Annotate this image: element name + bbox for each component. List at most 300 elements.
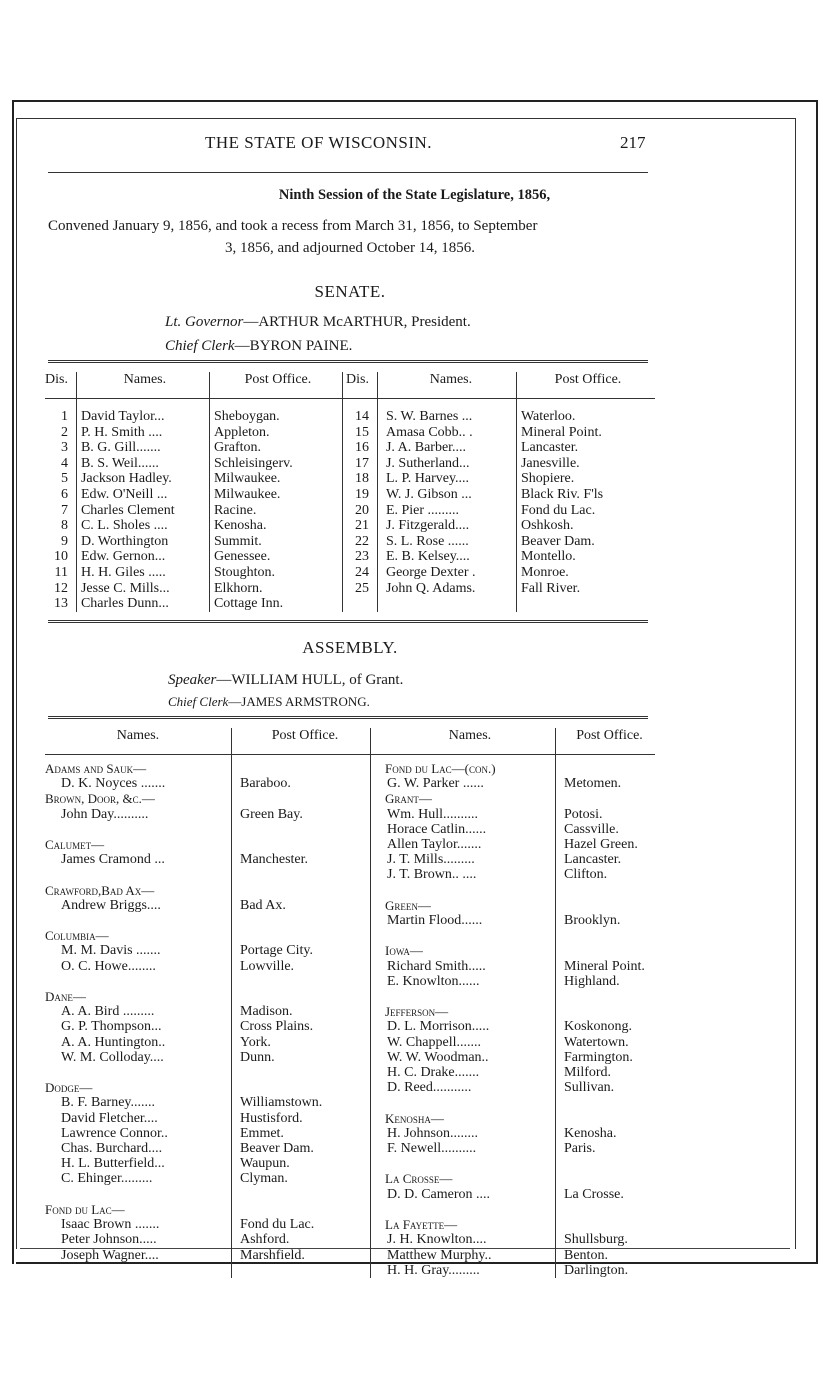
empty-cell xyxy=(232,837,371,852)
assembly-speaker-text: —WILLIAM HULL, of Grant. xyxy=(216,672,404,688)
senate-district: 8 xyxy=(45,518,76,534)
senator-post-office: Black Riv. F'ls xyxy=(516,487,655,503)
member-post-office: Potosi. xyxy=(556,807,656,822)
session-dates-line1: Convened January 9, 1856, and took a recess from March 31, 1856, to September xyxy=(48,218,538,234)
member-post-office: Mineral Point. xyxy=(556,959,656,974)
assembly-clerk-role: Chief Clerk xyxy=(168,694,229,709)
member-post-office: Baraboo. xyxy=(232,776,371,791)
member-post-office: Lowville. xyxy=(232,959,371,974)
empty-cell xyxy=(232,913,371,928)
empty-cell xyxy=(232,761,371,776)
member-post-office: Hazel Green. xyxy=(556,837,656,852)
senator-name: C. L. Sholes .... xyxy=(80,518,168,534)
senate-district: 12 xyxy=(45,581,76,597)
senate-po-header: Post Office. xyxy=(209,372,342,399)
senator-name: Amasa Cobb.. . xyxy=(377,425,516,441)
senate-district: 5 xyxy=(45,471,76,487)
table-row xyxy=(45,807,655,822)
county-name: Kenosha— xyxy=(371,1111,556,1126)
empty-cell xyxy=(232,791,371,806)
county-name: Fond du Lac— xyxy=(45,1201,125,1217)
empty-cell xyxy=(371,1095,556,1110)
member-post-office: Benton. xyxy=(556,1248,656,1263)
assembly-heading: ASSEMBLY. xyxy=(302,638,398,657)
county-name: Dodge— xyxy=(45,1080,93,1096)
senate-district: 21 xyxy=(342,518,377,534)
table-row xyxy=(45,1019,655,1034)
senate-president-role: Lt. Governor xyxy=(165,314,244,330)
table-row xyxy=(45,1080,655,1095)
empty-cell xyxy=(371,989,556,1004)
assembly-clerk xyxy=(168,694,370,710)
empty-cell xyxy=(232,989,371,1004)
assembly-names-header-2: Names. xyxy=(371,728,556,755)
senator-name: Edw. Gernon... xyxy=(80,549,166,565)
member-name: J. T. Mills......... xyxy=(371,852,556,867)
member-name: D. L. Morrison..... xyxy=(371,1019,556,1034)
senator-name xyxy=(377,596,516,612)
member-name: Horace Catlin...... xyxy=(371,822,556,837)
senator-post-office: Appleton. xyxy=(209,425,342,441)
county-name: Calumet— xyxy=(45,837,105,853)
member-post-office: York. xyxy=(232,1035,371,1050)
empty-cell xyxy=(556,1095,656,1110)
member-name: Lawrence Connor.. xyxy=(61,1125,168,1141)
member-post-office: Paris. xyxy=(556,1141,656,1156)
county-name: Adams and Sauk— xyxy=(45,761,147,776)
member-name: Martin Flood...... xyxy=(371,913,556,928)
county-name: Crawford,Bad Ax— xyxy=(45,882,155,898)
table-row xyxy=(45,534,655,550)
assembly-speaker-role: Speaker xyxy=(168,672,217,688)
empty-cell xyxy=(556,1217,656,1232)
assembly-po-header-2: Post Office. xyxy=(556,728,656,755)
empty-cell xyxy=(556,1202,656,1217)
member-name: H. C. Drake....... xyxy=(371,1065,556,1080)
senate-district xyxy=(342,596,377,612)
senate-district: 24 xyxy=(342,565,377,581)
table-row xyxy=(45,1156,655,1171)
senate-heading: SENATE. xyxy=(314,282,386,301)
member-name: David Fletcher.... xyxy=(61,1110,158,1126)
empty-cell xyxy=(45,822,232,837)
senator-name: P. H. Smith .... xyxy=(80,424,163,440)
member-name: H. H. Gray......... xyxy=(371,1263,556,1278)
table-row xyxy=(45,399,655,425)
senator-post-office: Milwaukee. xyxy=(209,487,342,503)
county-name: Dane— xyxy=(45,989,86,1005)
senate-district: 11 xyxy=(45,565,76,581)
member-post-office: Cross Plains. xyxy=(232,1019,371,1034)
senate-district: 14 xyxy=(342,399,377,425)
table-row xyxy=(45,1035,655,1050)
table-row xyxy=(45,1217,655,1232)
senator-name: George Dexter . xyxy=(377,565,516,581)
table-row xyxy=(45,1050,655,1065)
senator-post-office: Summit. xyxy=(209,534,342,550)
member-post-office: Marshfield. xyxy=(232,1248,371,1263)
senator-post-office: Elkhorn. xyxy=(209,581,342,597)
senator-name: J. Sutherland... xyxy=(377,456,516,472)
table-row xyxy=(45,549,655,565)
senate-district: 13 xyxy=(45,596,76,612)
empty-cell xyxy=(556,1171,656,1186)
senate-district: 4 xyxy=(45,456,76,472)
empty-cell xyxy=(45,1065,232,1080)
table-row xyxy=(45,852,655,867)
member-post-office: Koskonong. xyxy=(556,1019,656,1034)
table-row xyxy=(45,913,655,928)
assembly-speaker xyxy=(168,672,403,689)
member-name: F. Newell.......... xyxy=(371,1141,556,1156)
empty-cell xyxy=(556,1156,656,1171)
member-post-office: Watertown. xyxy=(556,1035,656,1050)
empty-cell xyxy=(232,1065,371,1080)
senator-post-office: Monroe. xyxy=(516,565,655,581)
empty-cell xyxy=(232,1263,371,1278)
senator-name: J. A. Barber.... xyxy=(377,440,516,456)
county-name: La Fayette— xyxy=(371,1217,556,1232)
table-row xyxy=(45,581,655,597)
table-row xyxy=(45,1111,655,1126)
senator-post-office: Schleisingerv. xyxy=(209,456,342,472)
empty-cell xyxy=(556,883,656,898)
member-post-office: Milford. xyxy=(556,1065,656,1080)
member-post-office: Williamstown. xyxy=(232,1095,371,1110)
assembly-table xyxy=(45,728,655,1278)
table-row xyxy=(45,837,655,852)
senator-post-office: Grafton. xyxy=(209,440,342,456)
empty-cell xyxy=(232,883,371,898)
assembly-body xyxy=(45,755,655,1278)
senator-name: L. P. Harvey.... xyxy=(377,471,516,487)
table-row xyxy=(45,1202,655,1217)
running-title: THE STATE OF WISCONSIN. xyxy=(205,133,433,152)
empty-cell xyxy=(232,928,371,943)
empty-cell xyxy=(556,1111,656,1126)
table-row xyxy=(45,565,655,581)
senator-post-office: Janesville. xyxy=(516,456,655,472)
member-post-office: Sullivan. xyxy=(556,1080,656,1095)
member-post-office: Highland. xyxy=(556,974,656,989)
member-name: G. W. Parker ...... xyxy=(371,776,556,791)
table-row xyxy=(45,518,655,534)
member-post-office: Shullsburg. xyxy=(556,1232,656,1247)
table-row xyxy=(45,883,655,898)
assembly-top-rule xyxy=(48,716,648,719)
county-name: Fond du Lac—(con.) xyxy=(371,761,556,776)
member-name: H. L. Butterfield... xyxy=(61,1156,165,1172)
member-name: D. D. Cameron .... xyxy=(371,1187,556,1202)
member-name: W. W. Woodman.. xyxy=(371,1050,556,1065)
table-row xyxy=(45,867,655,882)
senator-name: E. B. Kelsey.... xyxy=(377,549,516,565)
empty-cell xyxy=(556,989,656,1004)
senate-district: 20 xyxy=(342,503,377,519)
member-post-office: Portage City. xyxy=(232,943,371,958)
member-name: C. Ehinger......... xyxy=(61,1171,153,1187)
empty-cell xyxy=(556,761,656,776)
senator-name: S. W. Barnes ... xyxy=(377,399,516,425)
senate-dis-header-2: Dis. xyxy=(342,372,377,399)
senator-post-office: Shopiere. xyxy=(516,471,655,487)
senator-post-office: Sheboygan. xyxy=(209,399,342,425)
empty-cell xyxy=(556,898,656,913)
empty-cell xyxy=(45,867,232,882)
table-row xyxy=(45,928,655,943)
senate-table xyxy=(45,372,655,612)
senator-name: W. J. Gibson ... xyxy=(377,487,516,503)
table-row xyxy=(45,898,655,913)
senate-header-row xyxy=(45,372,655,399)
member-post-office: Brooklyn. xyxy=(556,913,656,928)
table-row xyxy=(45,974,655,989)
member-post-office: Clifton. xyxy=(556,867,656,882)
member-name: Chas. Burchard.... xyxy=(61,1141,163,1157)
session-title: Ninth Session of the State Legislature, 1856, xyxy=(278,187,551,203)
member-post-office: Beaver Dam. xyxy=(232,1141,371,1156)
county-name: Jefferson— xyxy=(371,1004,556,1019)
member-post-office: Clyman. xyxy=(232,1171,371,1186)
empty-cell xyxy=(556,1004,656,1019)
senate-clerk-text: —BYRON PAINE. xyxy=(234,338,353,354)
member-post-office: Emmet. xyxy=(232,1126,371,1141)
member-post-office: Farmington. xyxy=(556,1050,656,1065)
member-post-office: Fond du Lac. xyxy=(232,1217,371,1232)
table-row xyxy=(45,503,655,519)
senator-name: D. Worthington xyxy=(80,533,169,549)
empty-cell xyxy=(371,1202,556,1217)
senate-names-header-2: Names. xyxy=(377,372,516,399)
empty-cell xyxy=(232,867,371,882)
empty-cell xyxy=(556,943,656,958)
table-row xyxy=(45,456,655,472)
senate-district: 22 xyxy=(342,534,377,550)
member-post-office: Dunn. xyxy=(232,1050,371,1065)
member-name: G. P. Thompson... xyxy=(61,1019,162,1035)
member-name: Matthew Murphy.. xyxy=(371,1248,556,1263)
empty-cell xyxy=(45,1187,232,1202)
member-post-office: La Crosse. xyxy=(556,1187,656,1202)
senate-names-header: Names. xyxy=(76,372,209,399)
header-rule xyxy=(48,172,648,173)
empty-cell xyxy=(232,822,371,837)
table-row xyxy=(45,1095,655,1110)
table-row xyxy=(45,989,655,1004)
senate-district: 10 xyxy=(45,549,76,565)
senator-name: Edw. O'Neill ... xyxy=(80,486,168,502)
senator-post-office: Fond du Lac. xyxy=(516,503,655,519)
senate-district: 19 xyxy=(342,487,377,503)
senator-name: Charles Dunn... xyxy=(80,596,169,612)
senator-name: Charles Clement xyxy=(80,502,175,518)
senator-post-office: Mineral Point. xyxy=(516,425,655,441)
senator-post-office: Beaver Dam. xyxy=(516,534,655,550)
empty-cell xyxy=(45,913,232,928)
table-row xyxy=(45,1004,655,1019)
senate-dis-header: Dis. xyxy=(45,372,76,399)
assembly-names-header: Names. xyxy=(45,728,232,755)
assembly-clerk-text: —JAMES ARMSTRONG. xyxy=(228,694,370,709)
senator-post-office: Fall River. xyxy=(516,581,655,597)
member-name: E. Knowlton...... xyxy=(371,974,556,989)
table-row xyxy=(45,943,655,958)
county-name: Columbia— xyxy=(45,928,109,944)
member-post-office: Hustisford. xyxy=(232,1111,371,1126)
member-name: Richard Smith..... xyxy=(371,959,556,974)
table-row xyxy=(45,487,655,503)
member-post-office: Manchester. xyxy=(232,852,371,867)
senator-name: S. L. Rose ...... xyxy=(377,534,516,550)
member-name: Allen Taylor....... xyxy=(371,837,556,852)
member-post-office: Bad Ax. xyxy=(232,898,371,913)
senate-district: 6 xyxy=(45,487,76,503)
member-name: O. C. Howe........ xyxy=(61,958,156,974)
member-name: D. K. Noyces ....... xyxy=(61,776,166,792)
senate-clerk xyxy=(165,338,352,355)
table-row xyxy=(45,776,655,791)
empty-cell xyxy=(556,928,656,943)
member-name: A. A. Huntington.. xyxy=(61,1034,166,1050)
table-row xyxy=(45,596,655,612)
senate-bottom-rule xyxy=(48,620,648,623)
senate-district: 23 xyxy=(342,549,377,565)
member-post-office: Darlington. xyxy=(556,1263,656,1278)
table-row xyxy=(45,959,655,974)
member-name: M. M. Davis ....... xyxy=(61,943,161,959)
member-post-office: Waupun. xyxy=(232,1156,371,1171)
senator-post-office: Montello. xyxy=(516,549,655,565)
table-row xyxy=(45,822,655,837)
senator-name: John Q. Adams. xyxy=(377,581,516,597)
member-post-office: Lancaster. xyxy=(556,852,656,867)
member-name: B. F. Barney....... xyxy=(61,1095,156,1111)
member-name: J. T. Brown.. .... xyxy=(371,867,556,882)
senate-president-text: —ARTHUR McARTHUR, President. xyxy=(243,314,471,330)
senate-po-header-2: Post Office. xyxy=(516,372,655,399)
senate-district: 9 xyxy=(45,534,76,550)
member-name: D. Reed........... xyxy=(371,1080,556,1095)
senator-name: E. Pier ......... xyxy=(377,503,516,519)
senator-post-office: Waterloo. xyxy=(516,399,655,425)
member-post-office: Cassville. xyxy=(556,822,656,837)
county-name: Green— xyxy=(371,898,556,913)
empty-cell xyxy=(45,1263,232,1278)
member-name: Joseph Wagner.... xyxy=(61,1247,159,1263)
senate-district: 3 xyxy=(45,440,76,456)
table-row xyxy=(45,791,655,806)
member-name: Andrew Briggs.... xyxy=(61,897,161,913)
assembly-header-row xyxy=(45,728,655,755)
member-post-office: Kenosha. xyxy=(556,1126,656,1141)
senator-post-office: Racine. xyxy=(209,503,342,519)
senator-post-office: Genessee. xyxy=(209,549,342,565)
senate-president xyxy=(165,314,471,331)
table-row xyxy=(45,1171,655,1186)
table-row xyxy=(45,1248,655,1263)
member-name: J. H. Knowlton.... xyxy=(371,1232,556,1247)
empty-cell xyxy=(556,791,656,806)
member-post-office: Ashford. xyxy=(232,1232,371,1247)
member-name: W. M. Colloday.... xyxy=(61,1049,164,1065)
senator-name: Jesse C. Mills... xyxy=(80,580,170,596)
senate-district: 2 xyxy=(45,425,76,441)
senator-post-office: Cottage Inn. xyxy=(209,596,342,612)
senate-top-rule xyxy=(48,360,648,363)
senate-clerk-role: Chief Clerk xyxy=(165,338,235,354)
senator-name: B. G. Gill....... xyxy=(80,440,161,456)
senator-post-office: Oshkosh. xyxy=(516,518,655,534)
empty-cell xyxy=(232,974,371,989)
empty-cell xyxy=(371,1156,556,1171)
county-name: Grant— xyxy=(371,791,556,806)
empty-cell xyxy=(371,883,556,898)
senate-district: 18 xyxy=(342,471,377,487)
table-row xyxy=(45,1126,655,1141)
page-number: 217 xyxy=(620,133,646,152)
member-name: Peter Johnson..... xyxy=(61,1232,157,1248)
member-name: James Cramond ... xyxy=(61,852,165,868)
senate-district: 15 xyxy=(342,425,377,441)
member-name: John Day.......... xyxy=(61,806,149,822)
senator-name: David Taylor... xyxy=(80,409,165,424)
senate-district: 1 xyxy=(45,399,76,425)
table-row xyxy=(45,1141,655,1156)
county-name: Brown, Door, &c.— xyxy=(45,791,155,807)
senate-district: 7 xyxy=(45,503,76,519)
county-name: Iowa— xyxy=(371,943,556,958)
empty-cell xyxy=(45,974,232,989)
senator-name: Jackson Hadley. xyxy=(80,471,172,487)
table-row xyxy=(45,471,655,487)
table-row xyxy=(45,1187,655,1202)
member-post-office: Metomen. xyxy=(556,776,656,791)
senator-name: B. S. Weil...... xyxy=(80,455,159,471)
senate-district: 16 xyxy=(342,440,377,456)
member-name: Isaac Brown ....... xyxy=(61,1217,160,1233)
empty-cell xyxy=(232,1187,371,1202)
table-row xyxy=(45,1263,655,1278)
senator-post-office: Stoughton. xyxy=(209,565,342,581)
senate-body xyxy=(45,399,655,612)
table-row xyxy=(45,1065,655,1080)
member-name: W. Chappell....... xyxy=(371,1035,556,1050)
empty-cell xyxy=(371,928,556,943)
assembly-po-header: Post Office. xyxy=(232,728,371,755)
empty-cell xyxy=(232,1202,371,1217)
table-row xyxy=(45,425,655,441)
member-name: H. Johnson........ xyxy=(371,1126,556,1141)
table-row xyxy=(45,440,655,456)
table-row xyxy=(45,761,655,776)
senate-district: 17 xyxy=(342,456,377,472)
senator-post-office: Lancaster. xyxy=(516,440,655,456)
senator-post-office: Milwaukee. xyxy=(209,471,342,487)
senate-district: 25 xyxy=(342,581,377,597)
session-dates-line2: 3, 1856, and adjourned October 14, 1856. xyxy=(225,240,475,256)
member-name: Wm. Hull.......... xyxy=(371,807,556,822)
senator-name: H. H. Giles ..... xyxy=(80,564,166,580)
table-row xyxy=(45,1232,655,1247)
empty-cell xyxy=(232,1080,371,1095)
member-post-office: Green Bay. xyxy=(232,807,371,822)
senator-name: J. Fitzgerald.... xyxy=(377,518,516,534)
senator-post-office: Kenosha. xyxy=(209,518,342,534)
member-post-office: Madison. xyxy=(232,1004,371,1019)
county-name: La Crosse— xyxy=(371,1171,556,1186)
senator-post-office xyxy=(516,596,655,612)
member-name: A. A. Bird ......... xyxy=(61,1004,155,1020)
